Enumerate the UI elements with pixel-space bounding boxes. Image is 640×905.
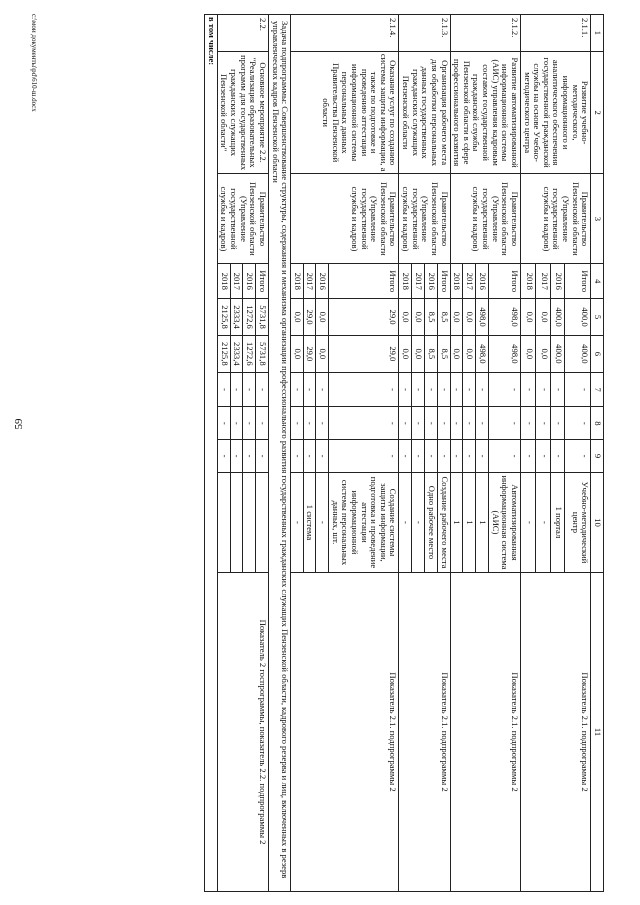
cell-value: - bbox=[256, 372, 269, 407]
cell-value: - bbox=[488, 372, 520, 407]
cell-value: 29,0 bbox=[329, 299, 399, 336]
result-cell bbox=[256, 472, 269, 572]
program-table-frame bbox=[42, 14, 604, 892]
executor: Правительство Пензенской области (Управление государственной службы и кадров) bbox=[450, 174, 520, 264]
result-cell: 1 bbox=[476, 472, 489, 572]
cell-value: 2125,8 bbox=[217, 335, 230, 372]
cell-value: Итого bbox=[488, 264, 520, 299]
result-cell: 1 система bbox=[303, 472, 316, 572]
cell-value: 400,0 bbox=[550, 299, 565, 336]
file-path: c:\мои документы\pd\610-ш.docx bbox=[30, 14, 38, 112]
cell-value: 0,0 bbox=[291, 335, 304, 372]
result-cell: - bbox=[316, 472, 329, 572]
cell-value: - bbox=[217, 407, 230, 440]
cell-value: 2016 bbox=[316, 264, 329, 299]
cell-value: 0,0 bbox=[463, 299, 476, 336]
cell-value: - bbox=[450, 407, 463, 440]
cell-value: 0,0 bbox=[399, 299, 412, 336]
cell-value: - bbox=[450, 440, 463, 473]
cell-value: 2125,8 bbox=[217, 299, 230, 336]
cell-value: 2333,4 bbox=[230, 335, 243, 372]
executor: Правительство Пензенской области (Управление государственной службы и кадров) bbox=[217, 174, 268, 264]
result-cell: Учебно-методический центр bbox=[565, 472, 591, 572]
cell-value: - bbox=[476, 407, 489, 440]
cell-value: - bbox=[412, 407, 425, 440]
cell-value: 400,0 bbox=[565, 335, 591, 372]
cell-value: - bbox=[535, 407, 550, 440]
cell-value: - bbox=[437, 407, 450, 440]
table-row bbox=[437, 15, 450, 892]
cell-value: - bbox=[425, 372, 438, 407]
col-11: 11 bbox=[591, 573, 604, 892]
task-text: Задача подпрограммы: Совершенствование структуры, содержания и механизма организации профессионального развития государственных гражданских служащих Пензенской области, кадрового резерва и лиц, включенных в резерв управленческих кадров Пензенской области bbox=[269, 15, 291, 892]
cell-value: 29,0 bbox=[329, 335, 399, 372]
cell-value: 2016 bbox=[550, 264, 565, 299]
cell-value: 8,5 bbox=[425, 335, 438, 372]
cell-value: 400,0 bbox=[550, 335, 565, 372]
cell-value: 498,0 bbox=[476, 335, 489, 372]
cell-value: - bbox=[535, 372, 550, 407]
cell-value: 0,0 bbox=[535, 299, 550, 336]
cell-value: 0,0 bbox=[463, 335, 476, 372]
cell-value: Итого bbox=[437, 264, 450, 299]
page-number: 59 bbox=[13, 418, 25, 430]
cell-value: - bbox=[521, 372, 536, 407]
indicator-cell: Показатель 2.1. подпрограммы 2 bbox=[450, 573, 520, 892]
result-cell: 1 bbox=[450, 472, 463, 572]
table-body bbox=[205, 15, 591, 892]
cell-value: - bbox=[450, 372, 463, 407]
cell-value: - bbox=[243, 372, 256, 407]
cell-value: 0,0 bbox=[535, 335, 550, 372]
result-cell: 1 портал bbox=[550, 472, 565, 572]
col-6: 6 bbox=[591, 335, 604, 372]
cell-value: - bbox=[521, 407, 536, 440]
cell-value: - bbox=[488, 407, 520, 440]
program-table bbox=[204, 14, 604, 892]
cell-value: 2018 bbox=[217, 264, 230, 299]
col-5: 5 bbox=[591, 299, 604, 336]
col-2: 2 bbox=[591, 51, 604, 174]
cell-value: - bbox=[437, 440, 450, 473]
cell-value: 8,5 bbox=[437, 299, 450, 336]
cell-value: 2017 bbox=[535, 264, 550, 299]
result-cell bbox=[217, 472, 230, 572]
result-cell bbox=[243, 472, 256, 572]
indicator-cell: Показатель 2.1. подпрограммы 2 bbox=[291, 573, 399, 892]
cell-value: 498,0 bbox=[476, 299, 489, 336]
cell-value: - bbox=[550, 440, 565, 473]
cell-value: 2333,4 bbox=[230, 299, 243, 336]
cell-value: 2016 bbox=[425, 264, 438, 299]
column-number-row bbox=[591, 15, 604, 892]
cell-value: - bbox=[521, 440, 536, 473]
cell-value: 2017 bbox=[412, 264, 425, 299]
cell-value: - bbox=[463, 407, 476, 440]
cell-value: 498,0 bbox=[488, 335, 520, 372]
cell-value: 0,0 bbox=[399, 335, 412, 372]
result-cell: Создание системы защиты информации, подготовка и проведение аттестации информационной системы персональных данных, шт. bbox=[329, 472, 399, 572]
cell-value: - bbox=[316, 440, 329, 473]
result-cell: - bbox=[521, 472, 536, 572]
cell-value: - bbox=[476, 372, 489, 407]
cell-value: 2017 bbox=[463, 264, 476, 299]
cell-value: Итого bbox=[565, 264, 591, 299]
col-1: 1 bbox=[591, 15, 604, 52]
cell-value: 400,0 bbox=[565, 299, 591, 336]
cell-value: 2017 bbox=[230, 264, 243, 299]
cell-value: - bbox=[399, 407, 412, 440]
cell-value: 29,0 bbox=[303, 335, 316, 372]
cell-value: - bbox=[291, 372, 304, 407]
table-row bbox=[329, 15, 399, 892]
cell-value: 29,0 bbox=[303, 299, 316, 336]
cell-value: - bbox=[230, 440, 243, 473]
cell-value: - bbox=[256, 440, 269, 473]
col-7: 7 bbox=[591, 372, 604, 407]
cell-value: 8,5 bbox=[425, 299, 438, 336]
col-10: 10 bbox=[591, 472, 604, 572]
cell-value: - bbox=[399, 440, 412, 473]
cell-value: 0,0 bbox=[450, 299, 463, 336]
cell-value: Итого bbox=[256, 264, 269, 299]
cell-value: 5731,8 bbox=[256, 299, 269, 336]
executor: Правительство Пензенской области (Управление государственной службы и кадров) bbox=[521, 174, 591, 264]
cell-value: - bbox=[291, 407, 304, 440]
cell-value: - bbox=[230, 407, 243, 440]
cell-value: 2016 bbox=[476, 264, 489, 299]
cell-value: - bbox=[565, 407, 591, 440]
cell-value: - bbox=[230, 372, 243, 407]
cell-value: - bbox=[463, 440, 476, 473]
result-cell: - bbox=[399, 472, 412, 572]
indicator-cell: Показатель 2.1. подпрограммы 2 bbox=[521, 573, 591, 892]
result-cell: Автоматизированная информационная система (АИС) bbox=[488, 472, 520, 572]
cell-value: 0,0 bbox=[291, 299, 304, 336]
cell-value: - bbox=[412, 440, 425, 473]
cell-value: - bbox=[565, 440, 591, 473]
result-cell bbox=[230, 472, 243, 572]
row-number: 2.1.2. bbox=[450, 15, 520, 52]
cell-value: - bbox=[256, 407, 269, 440]
cell-value: 2018 bbox=[450, 264, 463, 299]
cell-value: - bbox=[565, 372, 591, 407]
including-row bbox=[205, 15, 218, 892]
cell-value: - bbox=[550, 372, 565, 407]
cell-value: 0,0 bbox=[316, 299, 329, 336]
cell-value: 1272,6 bbox=[243, 335, 256, 372]
cell-value: 1272,6 bbox=[243, 299, 256, 336]
cell-value: - bbox=[476, 440, 489, 473]
cell-value: - bbox=[463, 372, 476, 407]
cell-value: - bbox=[399, 372, 412, 407]
row-number: 2.1.4. bbox=[291, 15, 399, 52]
cell-value: 0,0 bbox=[450, 335, 463, 372]
activity-name: Организация рабочего места для обработки персональных данных государственных гражданских служащих Пензенской области bbox=[399, 51, 450, 174]
cell-value: - bbox=[437, 372, 450, 407]
result-cell: - bbox=[412, 472, 425, 572]
result-cell: Создание рабочего места bbox=[437, 472, 450, 572]
cell-value: 0,0 bbox=[412, 335, 425, 372]
cell-value: - bbox=[329, 407, 399, 440]
activity-name: Развитие автоматизированной информационной системы (АИС) управления кадровым составом государственной гражданской службы Пензенской области в сфере профессионального развития bbox=[450, 51, 520, 174]
table-row bbox=[565, 15, 591, 892]
cell-value: Итого bbox=[329, 264, 399, 299]
col-3: 3 bbox=[591, 174, 604, 264]
cell-value: - bbox=[316, 407, 329, 440]
cell-value: 2017 bbox=[303, 264, 316, 299]
cell-value: - bbox=[243, 440, 256, 473]
indicator-cell: Показатель 2.1. подпрограммы 2 bbox=[399, 573, 450, 892]
cell-value: - bbox=[329, 372, 399, 407]
cell-value: 2018 bbox=[399, 264, 412, 299]
cell-value: - bbox=[535, 440, 550, 473]
table-row bbox=[488, 15, 520, 892]
cell-value: - bbox=[488, 440, 520, 473]
activity-name: Оказание услуг по созданию системы защиты информации, а также по подготовке и проведению аттестации информационной системы персональных данных Правительства Пензенской области bbox=[291, 51, 399, 174]
cell-value: - bbox=[217, 440, 230, 473]
cell-value: 0,0 bbox=[316, 335, 329, 372]
cell-value: - bbox=[425, 407, 438, 440]
cell-value: - bbox=[425, 440, 438, 473]
result-cell: Одно рабочее место bbox=[425, 472, 438, 572]
cell-value: - bbox=[243, 407, 256, 440]
cell-value: - bbox=[217, 372, 230, 407]
cell-value: - bbox=[316, 372, 329, 407]
executor: Правительство Пензенской области (Управление государственной службы и кадров) bbox=[291, 174, 399, 264]
cell-value: 498,0 bbox=[488, 299, 520, 336]
cell-value: 0,0 bbox=[412, 299, 425, 336]
result-cell: 1 bbox=[463, 472, 476, 572]
result-cell: - bbox=[291, 472, 304, 572]
cell-value: 0,0 bbox=[521, 335, 536, 372]
result-cell: - bbox=[535, 472, 550, 572]
table-row bbox=[256, 15, 269, 892]
cell-value: - bbox=[303, 440, 316, 473]
cell-value: 2016 bbox=[243, 264, 256, 299]
task-row bbox=[269, 15, 291, 892]
col-8: 8 bbox=[591, 407, 604, 440]
row-number: 2.1.1. bbox=[521, 15, 591, 52]
cell-value: - bbox=[303, 372, 316, 407]
col-4: 4 bbox=[591, 264, 604, 299]
cell-value: 2018 bbox=[291, 264, 304, 299]
row-number: 2.1.3. bbox=[399, 15, 450, 52]
cell-value: 0,0 bbox=[521, 299, 536, 336]
cell-value: - bbox=[303, 407, 316, 440]
cell-value: - bbox=[412, 372, 425, 407]
cell-value: 8,5 bbox=[437, 335, 450, 372]
activity-name: Развитие учебно-методического, информационного и аналитического обеспечения государственной гражданской службы на основе Учебно-методического центра bbox=[521, 51, 591, 174]
cell-value: 5731,8 bbox=[256, 335, 269, 372]
cell-value: - bbox=[291, 440, 304, 473]
col-9: 9 bbox=[591, 440, 604, 473]
cell-value: - bbox=[329, 440, 399, 473]
including-label: в том числе: bbox=[205, 15, 218, 892]
cell-value: 2018 bbox=[521, 264, 536, 299]
row-number: 2.2. bbox=[217, 15, 268, 52]
indicator-cell: Показатель 2 госпрограммы, показатель 2.2. подпрограммы 2 bbox=[217, 573, 268, 892]
cell-value: - bbox=[550, 407, 565, 440]
executor: Правительство Пензенской области (Управление государственной службы и кадров) bbox=[399, 174, 450, 264]
activity-name: Основное мероприятие 2.2. "Реализация образовательных программ для государственных гражданских служащих Пензенской области" bbox=[217, 51, 268, 174]
